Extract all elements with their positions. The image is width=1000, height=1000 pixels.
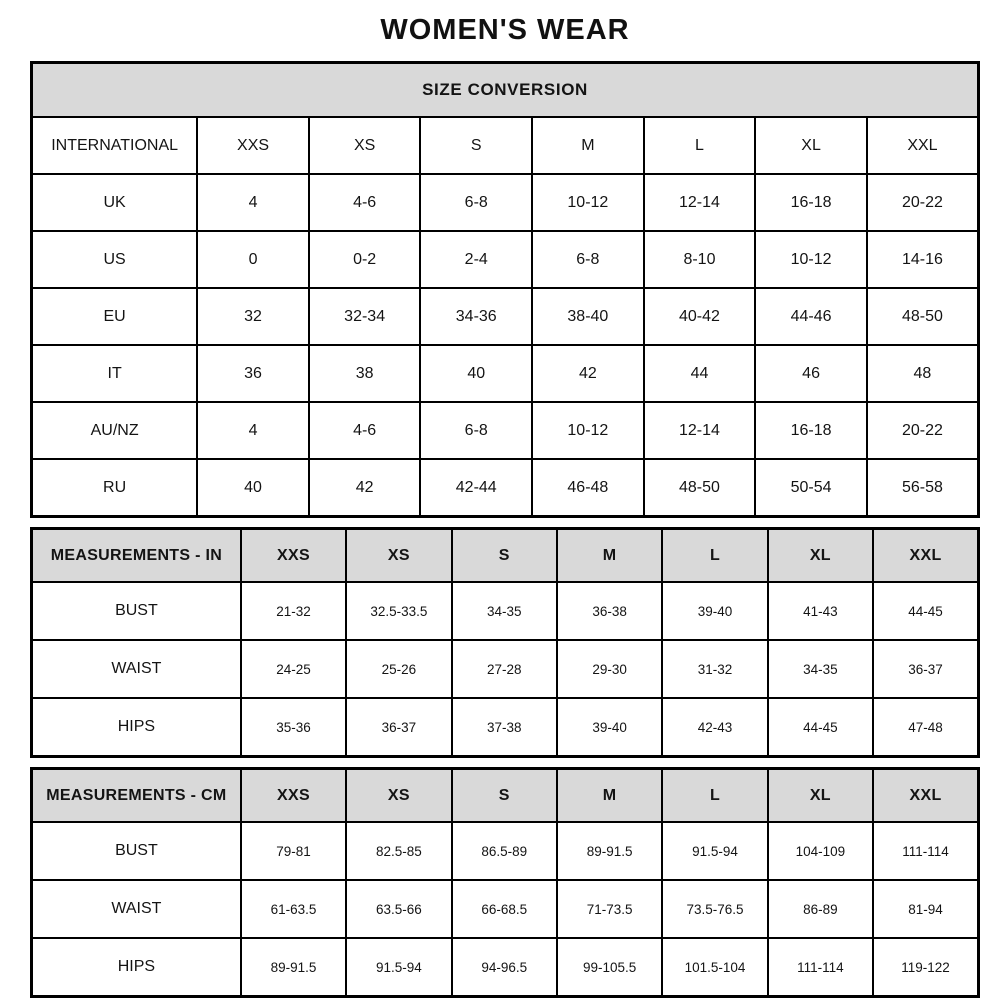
value-cell: 111-114 bbox=[873, 822, 978, 880]
value-cell: 47-48 bbox=[873, 698, 978, 757]
value-cell: 79-81 bbox=[241, 822, 346, 880]
value-cell: S bbox=[420, 117, 532, 174]
value-cell: 46-48 bbox=[532, 459, 644, 517]
value-cell: 31-32 bbox=[662, 640, 767, 698]
row-label-cell: INTERNATIONAL bbox=[32, 117, 198, 174]
value-cell: 44-46 bbox=[755, 288, 867, 345]
value-cell: 24-25 bbox=[241, 640, 346, 698]
value-cell: 40 bbox=[420, 345, 532, 402]
measurements-in-row bbox=[32, 582, 979, 640]
value-cell: 99-105.5 bbox=[557, 938, 662, 997]
value-cell: 48-50 bbox=[867, 288, 979, 345]
value-cell: 73.5-76.5 bbox=[662, 880, 767, 938]
value-cell: 42-43 bbox=[662, 698, 767, 757]
size-column-header: XL bbox=[768, 529, 873, 583]
value-cell: 21-32 bbox=[241, 582, 346, 640]
value-cell: 10-12 bbox=[532, 402, 644, 459]
size-column-header: M bbox=[557, 769, 662, 823]
value-cell: XL bbox=[755, 117, 867, 174]
page-title: WOMEN'S WEAR bbox=[380, 14, 630, 46]
value-cell: 91.5-94 bbox=[346, 938, 451, 997]
value-cell: 4 bbox=[197, 174, 309, 231]
size-column-header: XL bbox=[768, 769, 873, 823]
value-cell: 50-54 bbox=[755, 459, 867, 517]
value-cell: 34-36 bbox=[420, 288, 532, 345]
value-cell: 40 bbox=[197, 459, 309, 517]
size-column-header: L bbox=[662, 529, 767, 583]
size-conversion-row bbox=[32, 345, 979, 402]
value-cell: 36-38 bbox=[557, 582, 662, 640]
row-label-cell: EU bbox=[32, 288, 198, 345]
value-cell: 25-26 bbox=[346, 640, 451, 698]
size-conversion-row bbox=[32, 288, 979, 345]
size-column-header: S bbox=[452, 769, 557, 823]
size-conversion-row bbox=[32, 459, 979, 517]
size-conversion-row bbox=[32, 402, 979, 459]
measurements-in-row bbox=[32, 698, 979, 757]
value-cell: 94-96.5 bbox=[452, 938, 557, 997]
value-cell: XS bbox=[309, 117, 421, 174]
measurements-in-row-header bbox=[32, 529, 979, 583]
value-cell: 91.5-94 bbox=[662, 822, 767, 880]
value-cell: 6-8 bbox=[420, 402, 532, 459]
value-cell: 4-6 bbox=[309, 174, 421, 231]
value-cell: 12-14 bbox=[644, 174, 756, 231]
measurements-cm-row bbox=[32, 880, 979, 938]
value-cell: 66-68.5 bbox=[452, 880, 557, 938]
value-cell: 8-10 bbox=[644, 231, 756, 288]
size-conversion-table bbox=[30, 61, 980, 518]
size-column-header: XXS bbox=[241, 529, 346, 583]
value-cell: 41-43 bbox=[768, 582, 873, 640]
value-cell: 38-40 bbox=[532, 288, 644, 345]
value-cell: 86.5-89 bbox=[452, 822, 557, 880]
value-cell: 101.5-104 bbox=[662, 938, 767, 997]
size-conversion-row bbox=[32, 174, 979, 231]
value-cell: 10-12 bbox=[755, 231, 867, 288]
value-cell: 42 bbox=[309, 459, 421, 517]
value-cell: 40-42 bbox=[644, 288, 756, 345]
value-cell: 32-34 bbox=[309, 288, 421, 345]
value-cell: M bbox=[532, 117, 644, 174]
value-cell: 44-45 bbox=[873, 582, 978, 640]
value-cell: 12-14 bbox=[644, 402, 756, 459]
size-column-header: XXS bbox=[241, 769, 346, 823]
value-cell: 0-2 bbox=[309, 231, 421, 288]
size-column-header: XXL bbox=[873, 529, 978, 583]
value-cell: 32.5-33.5 bbox=[346, 582, 451, 640]
row-label-cell: BUST bbox=[32, 822, 241, 880]
value-cell: 34-35 bbox=[452, 582, 557, 640]
value-cell: 48-50 bbox=[644, 459, 756, 517]
value-cell: 39-40 bbox=[557, 698, 662, 757]
value-cell: 36-37 bbox=[873, 640, 978, 698]
row-label-cell: UK bbox=[32, 174, 198, 231]
value-cell: XXL bbox=[867, 117, 979, 174]
value-cell: 36 bbox=[197, 345, 309, 402]
measurements-cm-row-header bbox=[32, 769, 979, 823]
value-cell: 39-40 bbox=[662, 582, 767, 640]
size-conversion-row bbox=[32, 231, 979, 288]
value-cell: 42-44 bbox=[420, 459, 532, 517]
value-cell: 32 bbox=[197, 288, 309, 345]
measurements-cm-row bbox=[32, 938, 979, 997]
row-label-cell: BUST bbox=[32, 582, 241, 640]
size-conversion-banner-row bbox=[32, 63, 979, 118]
row-label-cell: US bbox=[32, 231, 198, 288]
value-cell: 14-16 bbox=[867, 231, 979, 288]
value-cell: 20-22 bbox=[867, 402, 979, 459]
value-cell: 48 bbox=[867, 345, 979, 402]
row-label-cell: HIPS bbox=[32, 698, 241, 757]
value-cell: XXS bbox=[197, 117, 309, 174]
value-cell: 4 bbox=[197, 402, 309, 459]
value-cell: 34-35 bbox=[768, 640, 873, 698]
size-conversion-title: SIZE CONVERSION bbox=[32, 63, 979, 118]
value-cell: 27-28 bbox=[452, 640, 557, 698]
row-label-cell: IT bbox=[32, 345, 198, 402]
value-cell: 44-45 bbox=[768, 698, 873, 757]
value-cell: 44 bbox=[644, 345, 756, 402]
value-cell: 63.5-66 bbox=[346, 880, 451, 938]
value-cell: 2-4 bbox=[420, 231, 532, 288]
value-cell: 104-109 bbox=[768, 822, 873, 880]
value-cell: 16-18 bbox=[755, 174, 867, 231]
value-cell: 89-91.5 bbox=[557, 822, 662, 880]
measurements-cm-table bbox=[30, 767, 980, 998]
value-cell: 36-37 bbox=[346, 698, 451, 757]
value-cell: 37-38 bbox=[452, 698, 557, 757]
value-cell: 61-63.5 bbox=[241, 880, 346, 938]
value-cell: 89-91.5 bbox=[241, 938, 346, 997]
value-cell: 81-94 bbox=[873, 880, 978, 938]
measurements-in-row bbox=[32, 640, 979, 698]
row-label-cell: WAIST bbox=[32, 640, 241, 698]
value-cell: 20-22 bbox=[867, 174, 979, 231]
table-title-cell: MEASUREMENTS - IN bbox=[32, 529, 241, 583]
value-cell: 56-58 bbox=[867, 459, 979, 517]
row-label-cell: HIPS bbox=[32, 938, 241, 997]
value-cell: 38 bbox=[309, 345, 421, 402]
row-label-cell: WAIST bbox=[32, 880, 241, 938]
value-cell: 4-6 bbox=[309, 402, 421, 459]
table-title-cell: MEASUREMENTS - CM bbox=[32, 769, 241, 823]
size-column-header: L bbox=[662, 769, 767, 823]
value-cell: 42 bbox=[532, 345, 644, 402]
value-cell: 6-8 bbox=[532, 231, 644, 288]
value-cell: 46 bbox=[755, 345, 867, 402]
size-column-header: S bbox=[452, 529, 557, 583]
row-label-cell: RU bbox=[32, 459, 198, 517]
value-cell: 86-89 bbox=[768, 880, 873, 938]
size-column-header: XXL bbox=[873, 769, 978, 823]
value-cell: 71-73.5 bbox=[557, 880, 662, 938]
value-cell: 0 bbox=[197, 231, 309, 288]
value-cell: 111-114 bbox=[768, 938, 873, 997]
value-cell: L bbox=[644, 117, 756, 174]
size-column-header: XS bbox=[346, 529, 451, 583]
value-cell: 119-122 bbox=[873, 938, 978, 997]
size-conversion-row bbox=[32, 117, 979, 174]
size-column-header: XS bbox=[346, 769, 451, 823]
value-cell: 82.5-85 bbox=[346, 822, 451, 880]
value-cell: 35-36 bbox=[241, 698, 346, 757]
row-label-cell: AU/NZ bbox=[32, 402, 198, 459]
measurements-in-table bbox=[30, 527, 980, 758]
size-guide-page bbox=[30, 0, 980, 998]
measurements-cm-row bbox=[32, 822, 979, 880]
value-cell: 6-8 bbox=[420, 174, 532, 231]
value-cell: 16-18 bbox=[755, 402, 867, 459]
value-cell: 29-30 bbox=[557, 640, 662, 698]
size-column-header: M bbox=[557, 529, 662, 583]
value-cell: 10-12 bbox=[532, 174, 644, 231]
